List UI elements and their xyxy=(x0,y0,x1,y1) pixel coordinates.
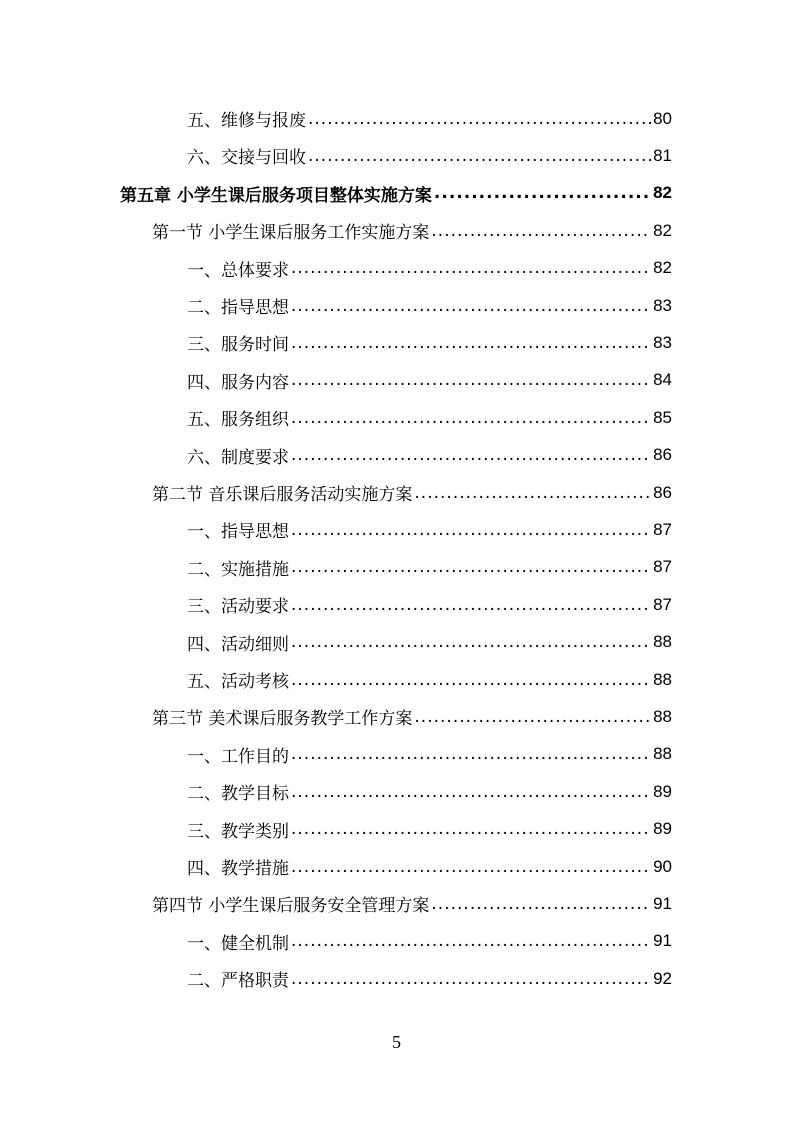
dot-leader xyxy=(291,445,651,465)
toc-entry[interactable] xyxy=(187,773,672,810)
toc-entry-label: 五、维修与报废 xyxy=(187,111,306,131)
toc-entry-label: 六、交接与回收 xyxy=(187,148,306,169)
dot-leader xyxy=(308,109,651,129)
toc-entry[interactable] xyxy=(187,399,672,436)
toc-entry[interactable] xyxy=(187,848,672,885)
toc-entry[interactable] xyxy=(187,324,672,361)
toc-entry-page: 80 xyxy=(653,108,672,128)
toc-entry-label: 四、教学措施 xyxy=(187,859,289,879)
toc-entry-label: 四、服务内容 xyxy=(187,372,289,393)
toc-entry[interactable] xyxy=(187,736,672,773)
toc-entry[interactable] xyxy=(187,661,672,698)
toc-entry[interactable] xyxy=(187,287,672,324)
toc-entry-page: 81 xyxy=(653,145,672,165)
dot-leader xyxy=(291,333,651,353)
toc-entry-page: 86 xyxy=(653,445,672,465)
toc-entry-page: 92 xyxy=(653,968,672,988)
toc-entry-page: 91 xyxy=(653,893,672,913)
toc-entry-page: 87 xyxy=(653,519,672,539)
toc-entry-label: 第五章 小学生课后服务项目整体实施方案 xyxy=(120,185,432,206)
toc-entry-page: 91 xyxy=(653,931,672,951)
toc-entry-page: 86 xyxy=(653,482,672,502)
toc-entry[interactable] xyxy=(187,923,672,960)
toc-entry-page: 88 xyxy=(653,632,672,652)
dot-leader xyxy=(414,483,651,503)
toc-entry-page: 85 xyxy=(653,407,672,427)
dot-leader xyxy=(291,595,651,615)
toc-entry[interactable] xyxy=(152,698,672,735)
dot-leader xyxy=(291,296,651,316)
toc-entry[interactable] xyxy=(187,624,672,661)
toc-entry-page: 84 xyxy=(653,370,672,390)
toc-entry[interactable] xyxy=(187,586,672,623)
toc-entry-label: 一、健全机制 xyxy=(187,933,289,954)
toc-entry-label: 一、工作目的 xyxy=(187,746,289,767)
toc-entry-label: 三、活动要求 xyxy=(187,597,289,618)
toc-entry-page: 83 xyxy=(653,332,672,352)
toc-entry[interactable] xyxy=(152,474,672,511)
toc-entry[interactable] xyxy=(187,811,672,848)
toc-entry[interactable] xyxy=(152,212,672,249)
toc-entry-page: 90 xyxy=(653,856,672,876)
toc-entry-page: 82 xyxy=(653,258,672,278)
dot-leader xyxy=(291,744,651,764)
toc-entry-page: 83 xyxy=(653,295,672,315)
dot-leader xyxy=(291,520,651,540)
page-number: 5 xyxy=(392,1032,401,1052)
dot-leader xyxy=(291,408,651,428)
toc-entry-page: 89 xyxy=(653,819,672,839)
toc-entry-label: 三、教学类别 xyxy=(187,821,289,842)
toc-entry-label: 五、服务组织 xyxy=(187,410,289,431)
toc-entry[interactable] xyxy=(120,175,672,212)
toc-entry-label: 二、教学目标 xyxy=(187,784,289,805)
toc-entry-label: 第三节 美术课后服务教学工作方案 xyxy=(152,709,413,730)
toc-entry-label: 五、活动考核 xyxy=(187,672,289,692)
toc-entry[interactable] xyxy=(187,437,672,474)
toc-entry-label: 一、指导思想 xyxy=(187,522,289,543)
toc-entry-label: 三、服务时间 xyxy=(187,335,289,356)
toc-entry-page: 87 xyxy=(653,594,672,614)
toc-entry-page: 88 xyxy=(653,706,672,726)
dot-leader xyxy=(291,931,651,951)
toc-entry[interactable] xyxy=(187,100,672,137)
toc-entry-page: 82 xyxy=(653,220,672,240)
toc-entry-label: 二、指导思想 xyxy=(187,298,289,318)
toc-entry[interactable] xyxy=(152,885,672,922)
dot-leader xyxy=(291,969,651,989)
toc-entry[interactable] xyxy=(187,511,672,548)
toc-entry[interactable] xyxy=(187,250,672,287)
dot-leader xyxy=(291,557,651,577)
dot-leader xyxy=(291,370,651,390)
dot-leader xyxy=(291,819,651,839)
dot-leader xyxy=(291,670,651,690)
toc-entry-label: 第一节 小学生课后服务工作实施方案 xyxy=(152,223,430,244)
toc-entry-label: 四、活动细则 xyxy=(187,634,289,655)
dot-leader xyxy=(291,857,651,877)
toc-entry-page: 87 xyxy=(653,557,672,577)
toc-entry-label: 一、总体要求 xyxy=(187,260,289,281)
toc-entry[interactable] xyxy=(187,362,672,399)
dot-leader xyxy=(291,782,651,802)
dot-leader xyxy=(414,707,651,727)
toc-entry-label: 二、严格职责 xyxy=(187,971,289,992)
toc-entry[interactable] xyxy=(187,549,672,586)
dot-leader xyxy=(291,258,651,278)
dot-leader xyxy=(308,146,651,166)
dot-leader xyxy=(431,894,651,914)
toc-entry-page: 82 xyxy=(653,183,672,203)
toc-entry[interactable] xyxy=(187,137,672,174)
toc-entry-label: 第四节 小学生课后服务安全管理方案 xyxy=(152,896,430,917)
toc-entry-page: 88 xyxy=(653,669,672,689)
toc-entry-page: 89 xyxy=(653,781,672,801)
dot-leader xyxy=(291,632,651,652)
toc-entry-label: 第二节 音乐课后服务活动实施方案 xyxy=(152,485,413,505)
toc-entry[interactable] xyxy=(187,960,672,997)
toc-entry-label: 六、制度要求 xyxy=(187,447,289,468)
dot-leader xyxy=(431,221,651,241)
toc-entry-page: 88 xyxy=(653,744,672,764)
dot-leader xyxy=(434,183,651,203)
toc-entry-label: 二、实施措施 xyxy=(187,559,289,580)
